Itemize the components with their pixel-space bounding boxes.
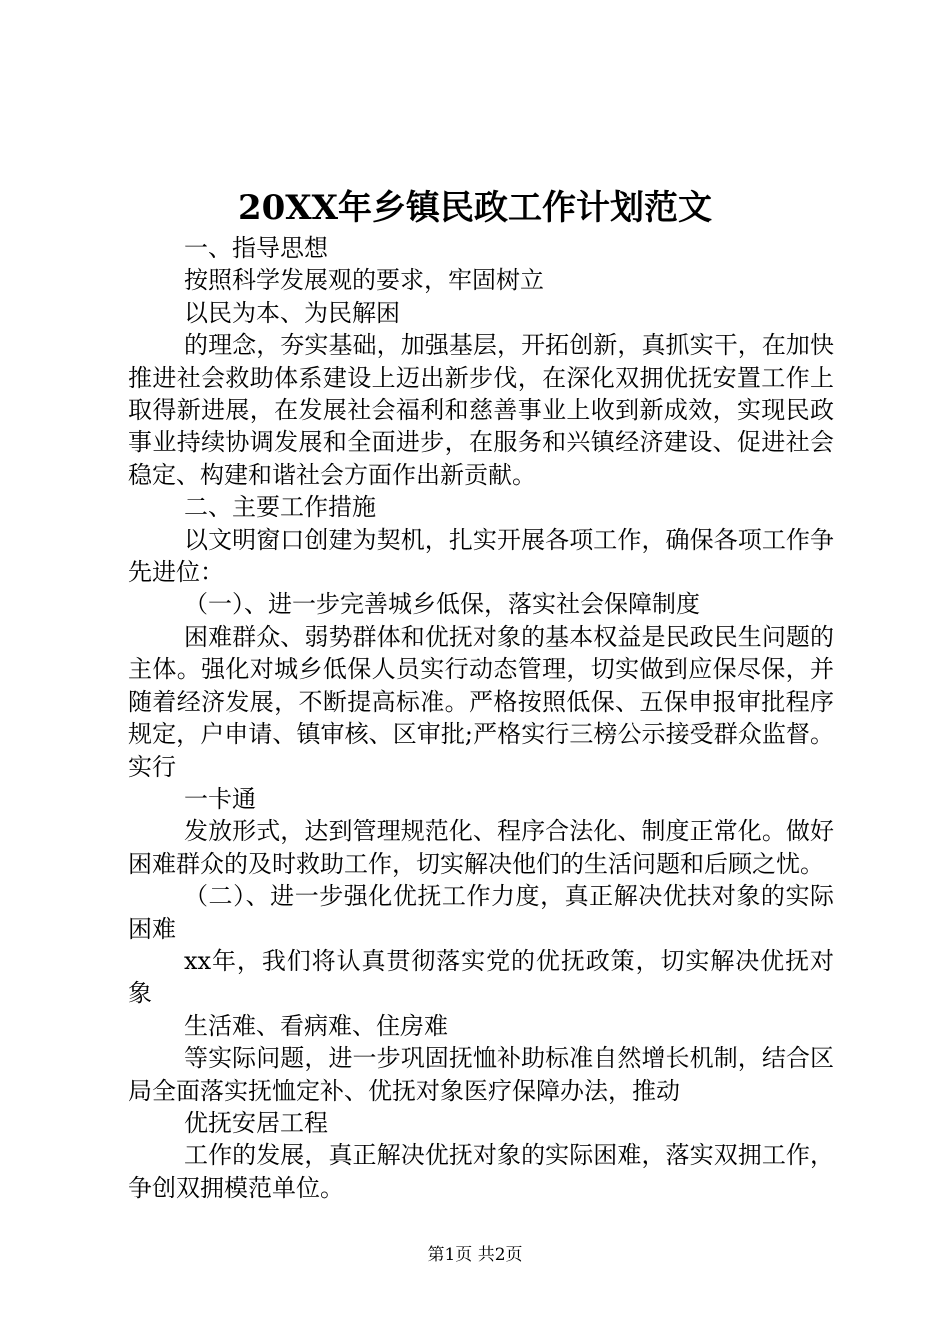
paragraph: 等实际问题，进一步巩固抚恤补助标准自然增长机制，结合区局全面落实抚恤定补、优抚对象医疗保障办法，推动 [128,1044,834,1105]
subsection-heading-1: （一）、进一步完善城乡低保，落实社会保障制度 [184,590,700,619]
paragraph: xx年，我们将认真贯彻落实党的优抚政策，切实解决优抚对象 [128,946,834,1008]
paragraph: 发放形式，达到管理规范化、程序合法化、制度正常化。做好困难群众的及时救助工作，切实解决他们的生活问题和后顾之忧。 [128,817,834,878]
paragraph: 以民为本、为民解困 [184,298,400,327]
section-heading-guiding-thought: 一、指导思想 [184,234,328,262]
subsection-heading-2: （二）、进一步强化优抚工作力度，真正解决优扶对象的实际困难 [128,882,834,943]
document-body [128,232,834,1204]
paragraph: 以文明窗口创建为契机，扎实开展各项工作，确保各项工作争先进位： [128,525,834,587]
page-footer: 第1页 共2页 [427,1245,523,1265]
paragraph: 困难群众、弱势群体和优抚对象的基本权益是民政民生问题的主体。强化对城乡低保人员实行动态管理，切实做到应保尽保，并随着经济发展，不断提高标准。严格按照低保、五保申报审批程序规定，户申请、镇审核、区审批;严格实行三榜公示接受群众监督。实行 [128,622,834,781]
paragraph: 的理念，夯实基础，加强基层，开拓创新，真抓实干，在加快推进社会救助体系建设上迈出新步伐，在深化双拥优抚安置工作上取得新进展，在发展社会福利和慈善事业上收到新成效，实现民政事业持续协调发展和全面进步，在服务和兴镇经济建设、促进社会稳定、构建和谐社会方面作出新贡献。 [128,331,834,489]
paragraph: 优抚安居工程 [184,1108,328,1137]
paragraph: 工作的发展，真正解决优抚对象的实际困难，落实双拥工作，争创双拥模范单位。 [128,1141,834,1202]
paragraph: 按照科学发展观的要求，牢固树立 [184,266,544,295]
paragraph: 生活难、看病难、住房难 [184,1011,448,1040]
paragraph: 一卡通 [184,784,256,813]
section-heading-main-measures: 二、主要工作措施 [184,493,376,522]
document-title: 20XX年乡镇民政工作计划范文 [237,188,713,228]
